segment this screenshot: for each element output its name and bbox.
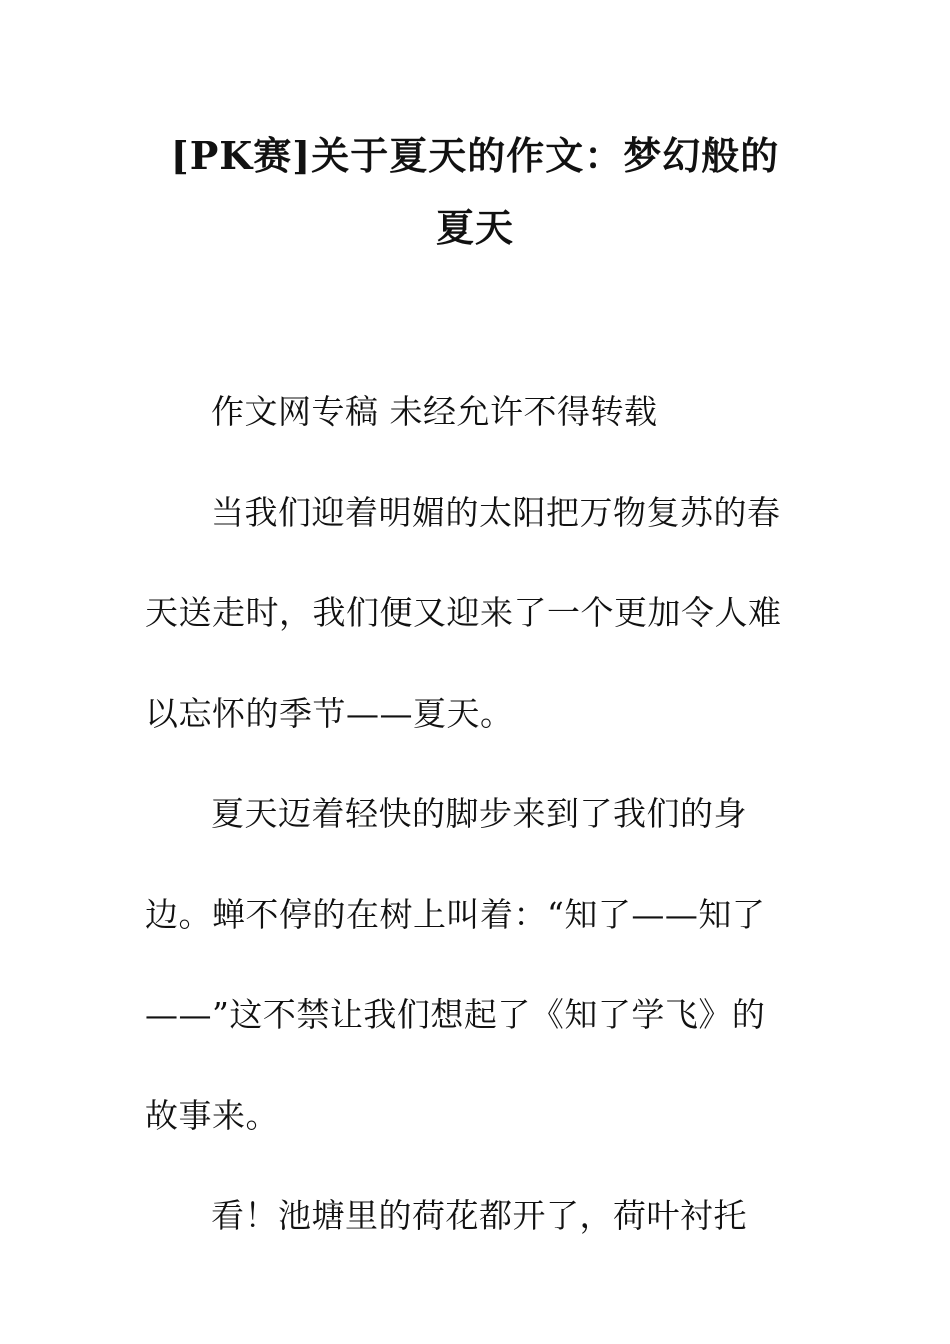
paragraph-cicada: 夏天迈着轻快的脚步来到了我们的身边。蝉不停的在树上叫着：“知了——知了——”这不禁让我们想起了《知了学飞》的故事来。 — [145, 794, 766, 1135]
title-line-1: [PK赛]关于夏天的作文：梦幻般的 — [170, 133, 780, 178]
title-line-2: 夏天 — [435, 205, 514, 250]
paragraph-source-note: 作文网专稿 未经允许不得转载 — [211, 392, 658, 431]
document-body — [145, 362, 785, 1267]
document-title — [140, 120, 810, 264]
paragraph-lotus: 看！池塘里的荷花都开了，荷叶衬托 — [211, 1196, 747, 1235]
paragraph-spring-to-summer: 当我们迎着明媚的太阳把万物复苏的春天送走时，我们便又迎来了一个更加令人难以忘怀的季节——夏天。 — [145, 492, 782, 733]
